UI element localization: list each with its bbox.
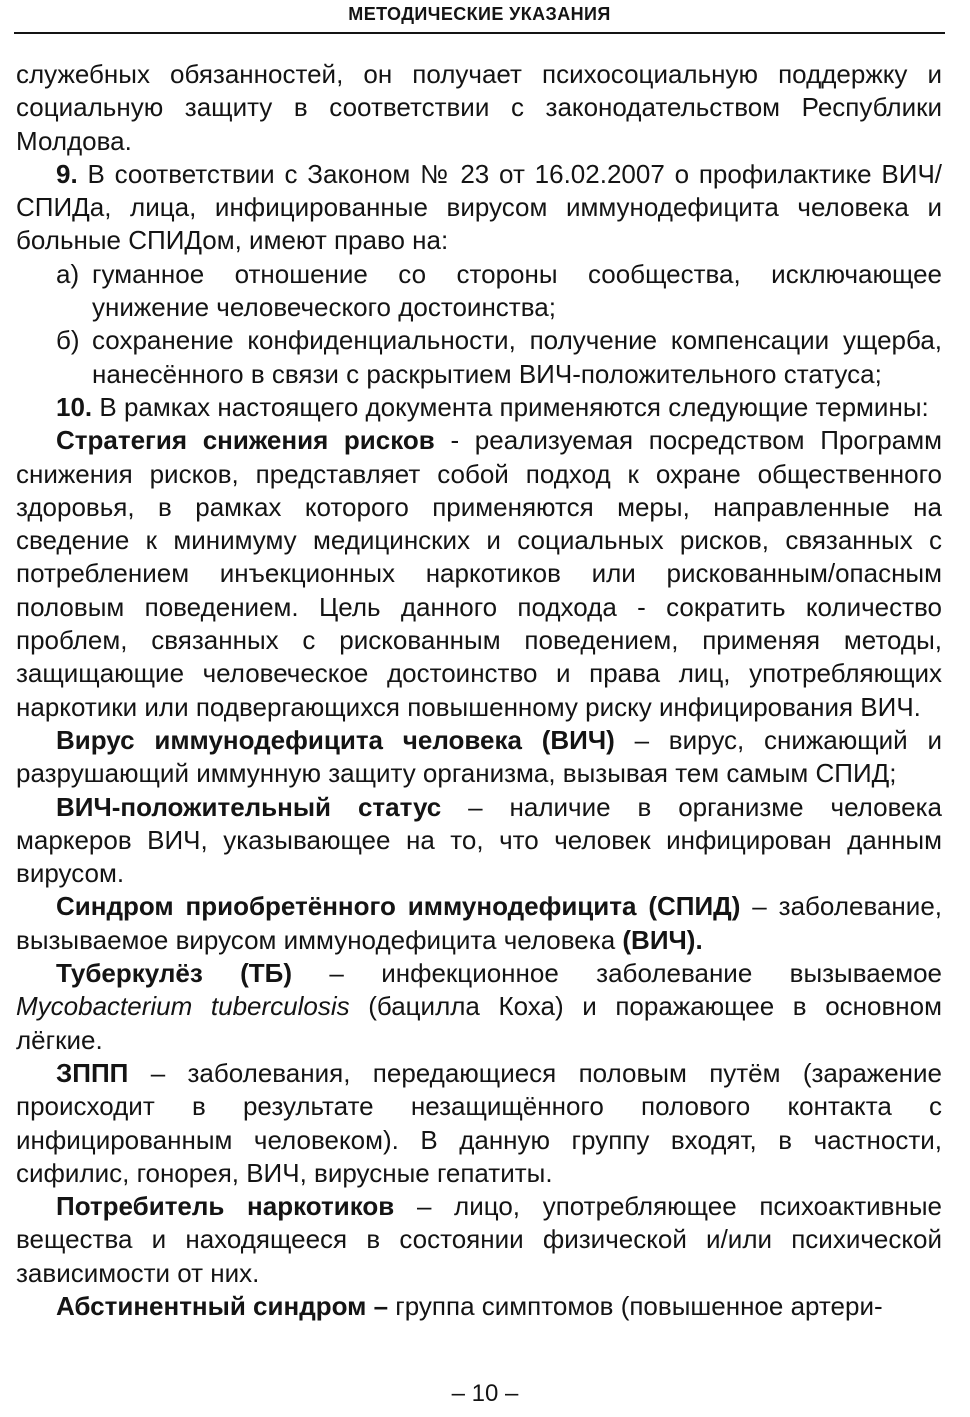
running-header: МЕТОДИЧЕСКИЕ УКАЗАНИЯ <box>348 4 611 24</box>
term-risk-reduction-definition: - реализуемая посредством Программ снижения рисков, представляет собой подход к охране общественного здоровья, в рамках которого применяются меры, направленные на сведение к минимуму медицинских и социальных рисков, связанных с потреблением инъекционных наркотиков или рискованным/опасным половым поведением. Цель данного подхода - сократить количество проблем, связанных с рискованным поведением, применяя методы, защищающие человеческое достоинство и права лиц, употребляющих наркотики или подвергающихся повышенному риску инфицирования ВИЧ. <box>16 425 942 722</box>
page-number: – 10 – <box>451 1380 519 1407</box>
term-stis <box>16 1057 942 1190</box>
term-aids-tail: (ВИЧ). <box>622 924 703 955</box>
paragraph-9-number: 9. <box>56 158 78 189</box>
paragraph-9 <box>16 158 942 258</box>
term-withdrawal-title: Абстинентный синдром – <box>56 1290 389 1321</box>
header-rule <box>14 32 945 34</box>
paragraph-continuation: служебных обязанностей, он получает психосоциальную поддержку и социальную защиту в соответствии с законодательством Республики Молдова. <box>16 59 942 156</box>
list-item-a-text: гуманное отношение со стороны сообщества, исключающее унижение человеческого достоинства; <box>92 258 942 323</box>
term-drug-user-definition: – лицо, употребляющее психоактивные вещества и находящееся в состоянии физической и/или психической зависимости от них. <box>16 1191 942 1288</box>
term-drug-user <box>16 1190 942 1290</box>
term-hiv <box>16 724 942 791</box>
term-tuberculosis-latin: Mycobacterium tuberculosis <box>16 991 350 1022</box>
term-aids-definition: – заболевание, вызываемое вирусом иммунодефицита человека <box>16 891 943 955</box>
paragraph-10-text: В рамках настоящего документа применяются следующие термины: <box>99 391 929 422</box>
paragraph-10-number: 10. <box>56 391 93 422</box>
page-body <box>16 58 942 1323</box>
term-aids-title: Синдром приобретённого иммунодефицита (СПИД) <box>56 891 741 922</box>
list-item-b-text: сохранение конфиденциальности, получение компенсации ущерба, нанесённого в связи с раскрытием ВИЧ-положительного статуса; <box>92 325 942 389</box>
term-risk-reduction <box>16 424 942 724</box>
term-drug-user-title: Потребитель наркотиков <box>56 1191 395 1222</box>
term-risk-reduction-title: Стратегия снижения рисков <box>56 425 435 456</box>
list-item-a-marker: а) <box>56 258 80 289</box>
term-withdrawal-definition: группа симптомов (повышенное артери- <box>395 1290 883 1321</box>
list-item-a <box>16 258 942 325</box>
term-tuberculosis-definition-1: – инфекционное заболевание вызываемое <box>329 958 942 989</box>
term-stis-title: ЗППП <box>56 1057 129 1088</box>
list-item-b <box>16 324 942 391</box>
term-hiv-positive <box>16 791 942 891</box>
term-tuberculosis-definition-2: (бацилла Коха) и поражающее в основном лёгкие. <box>16 991 942 1055</box>
list-item-b-marker: б) <box>56 325 80 356</box>
term-hiv-positive-title: ВИЧ-положительный статус <box>56 791 442 822</box>
paragraph-9-text: В соответствии с Законом № 23 от 16.02.2007 о профилактике ВИЧ/ СПИДа, лица, инфицированные вирусом иммунодефицита человека и больные СПИДом, имеют право на: <box>16 158 942 256</box>
term-withdrawal <box>16 1290 942 1323</box>
term-tuberculosis <box>16 957 942 1057</box>
term-aids <box>16 890 942 957</box>
term-hiv-definition: – вирус, снижающий и разрушающий иммунную защиту организма, вызывая тем самым СПИД; <box>16 724 942 789</box>
term-hiv-positive-definition: – наличие в организме человека маркеров ВИЧ, указывающее на то, что человек инфицирован данным вирусом. <box>16 791 942 889</box>
term-stis-definition: – заболевания, передающиеся половым путём (заражение происходит в результате незащищённого полового контакта с инфицированным человеком). В данную группу входят, в частности, сифилис, гонорея, ВИЧ, вирусные гепатиты. <box>16 1057 942 1188</box>
term-hiv-title: Вирус иммунодефицита человека (ВИЧ) <box>56 724 615 755</box>
term-tuberculosis-title: Туберкулёз (ТБ) <box>56 958 293 989</box>
paragraph-10 <box>16 391 942 424</box>
